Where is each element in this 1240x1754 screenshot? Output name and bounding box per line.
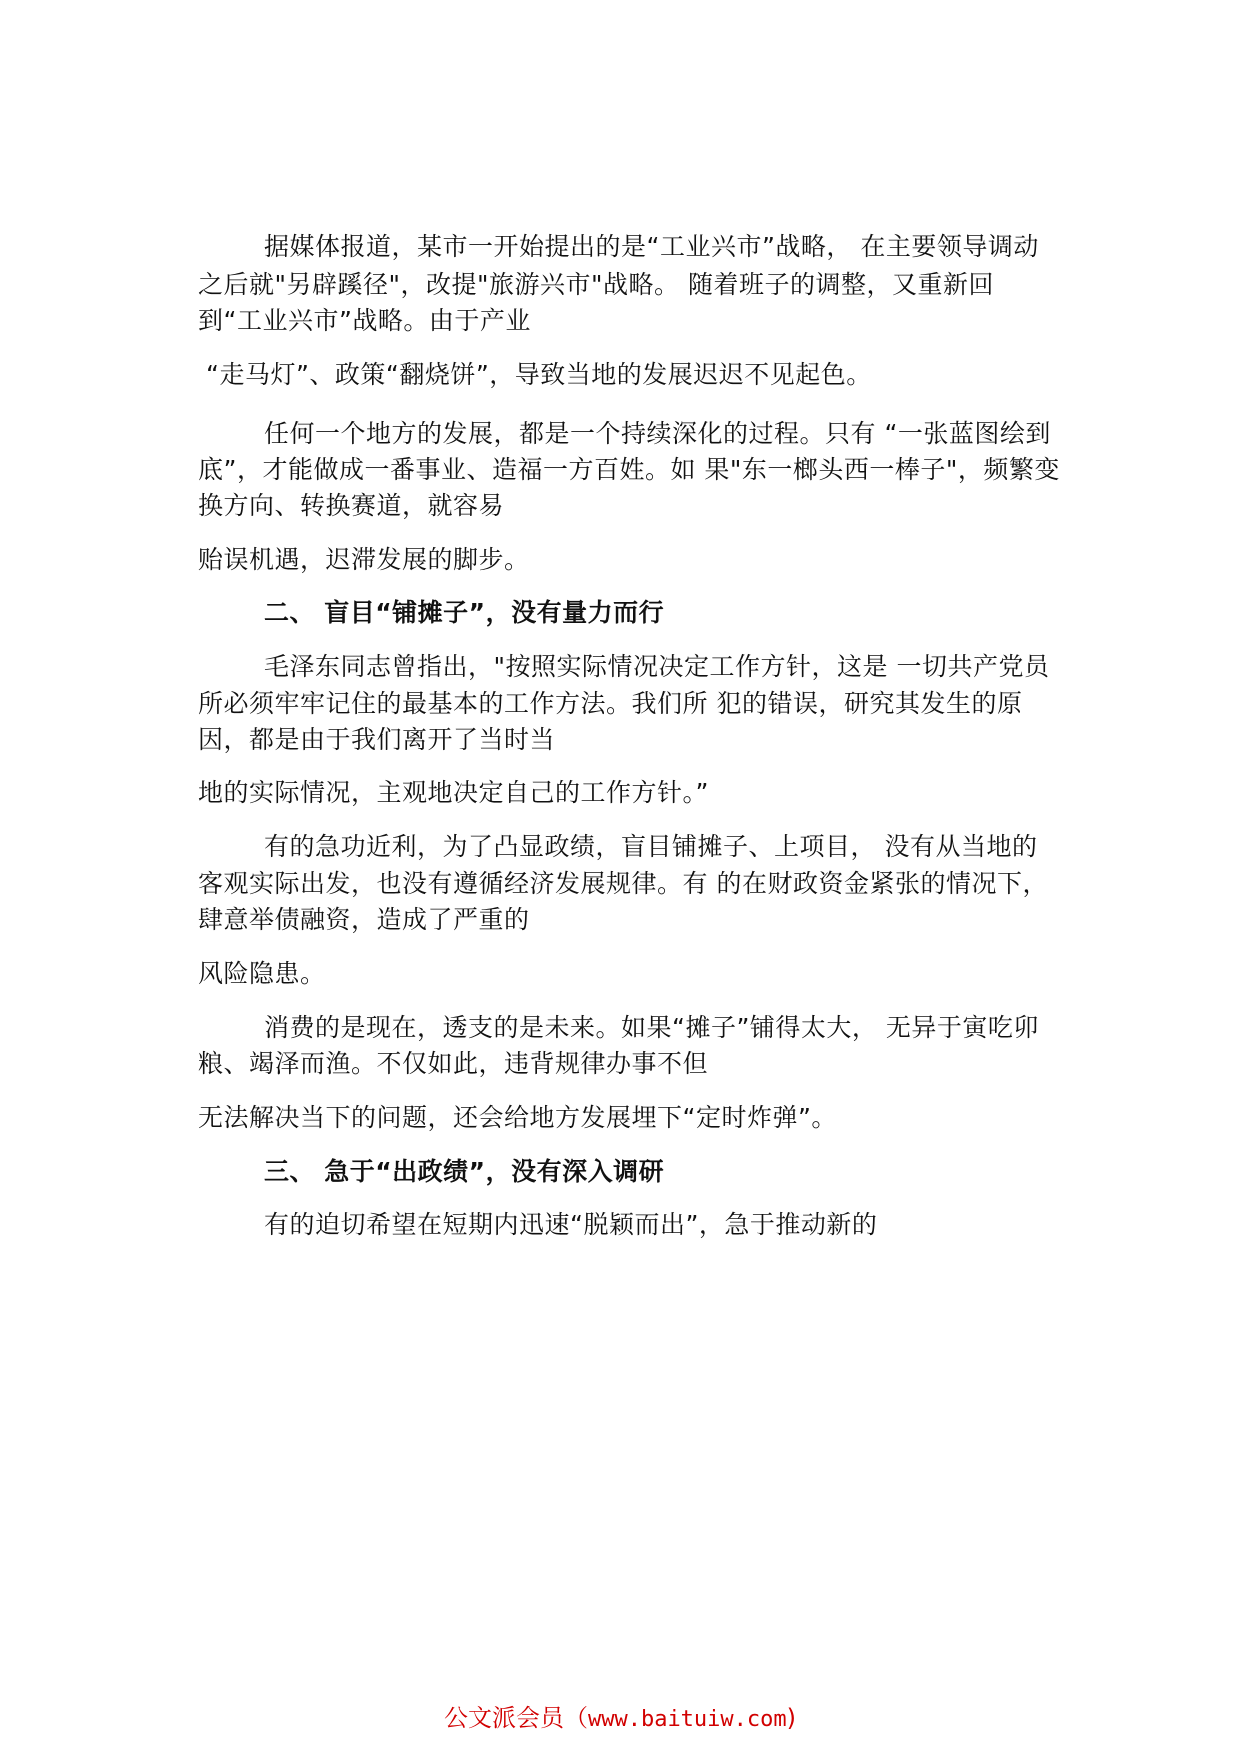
paragraph-line: 粮、竭泽而渔。不仅如此，违背规律办事不但 — [198, 1049, 709, 1078]
paragraph-line: 有的迫切希望在短期内迅速“脱颖而出”，急于推动新的 — [264, 1210, 878, 1239]
paragraph-line: 消费的是现在，透支的是未来。如果“摊子”铺得太大， 无异于寅吃卯 — [264, 1013, 1039, 1042]
paragraph-line: 所必须牢牢记住的最基本的工作方法。我们所 犯的错误，研究其发生的原 — [198, 689, 1023, 718]
paragraph-line: 客观实际出发，也没有遵循经济发展规律。有 的在财政资金紧张的情况下， — [198, 869, 1048, 898]
section-heading: 三、 急于“出政绩”，没有深入调研 — [264, 1157, 665, 1186]
paragraph-line: 之后就"另辟蹊径"，改提"旅游兴市"战略。 随着班子的调整，又重新回 — [198, 270, 994, 299]
footer-watermark — [0, 1702, 1240, 1736]
paragraph-line: “走马灯”、政策“翻烧饼”，导致当地的发展迟迟不见起色。 — [206, 360, 872, 389]
paragraph-line: 任何一个地方的发展，都是一个持续深化的过程。只有 “一张蓝图绘到 — [264, 419, 1051, 448]
paragraph-line: 到“工业兴市”战略。由于产业 — [198, 306, 531, 335]
paragraph-line: 毛泽东同志曾指出，"按照实际情况决定工作方针，这是 一切共产党员 — [264, 652, 1050, 681]
paragraph-line: 肆意举债融资，造成了严重的 — [198, 905, 530, 934]
paragraph-line: 风险隐患。 — [198, 959, 326, 988]
footer-site-link[interactable]: www.baituiw.com — [587, 1707, 787, 1732]
section-heading: 二、 盲目“铺摊子”，没有量力而行 — [264, 598, 665, 627]
paragraph-line: 无法解决当下的问题，还会给地方发展埋下“定时炸弹”。 — [198, 1103, 837, 1132]
paragraph-line: 地的实际情况，主观地决定自己的工作方针。” — [198, 778, 709, 807]
paragraph-line: 据媒体报道，某市一开始提出的是“工业兴市”战略， 在主要领导调动 — [264, 232, 1039, 261]
paragraph-line: 有的急功近利，为了凸显政绩，盲目铺摊子、上项目， 没有从当地的 — [264, 832, 1038, 861]
paragraph-line: 换方向、转换赛道，就容易 — [198, 491, 505, 520]
paragraph-line: 因，都是由于我们离开了当时当 — [198, 725, 556, 754]
paragraph-line: 底”，才能做成一番事业、造福一方百姓。如 果"东一榔头西一棒子"，频繁变 — [198, 455, 1060, 484]
paragraph-line: 贻误机遇，迟滞发展的脚步。 — [198, 545, 530, 574]
footer-close: ) — [786, 1704, 797, 1732]
footer-label: 公文派会员（ — [443, 1704, 588, 1732]
